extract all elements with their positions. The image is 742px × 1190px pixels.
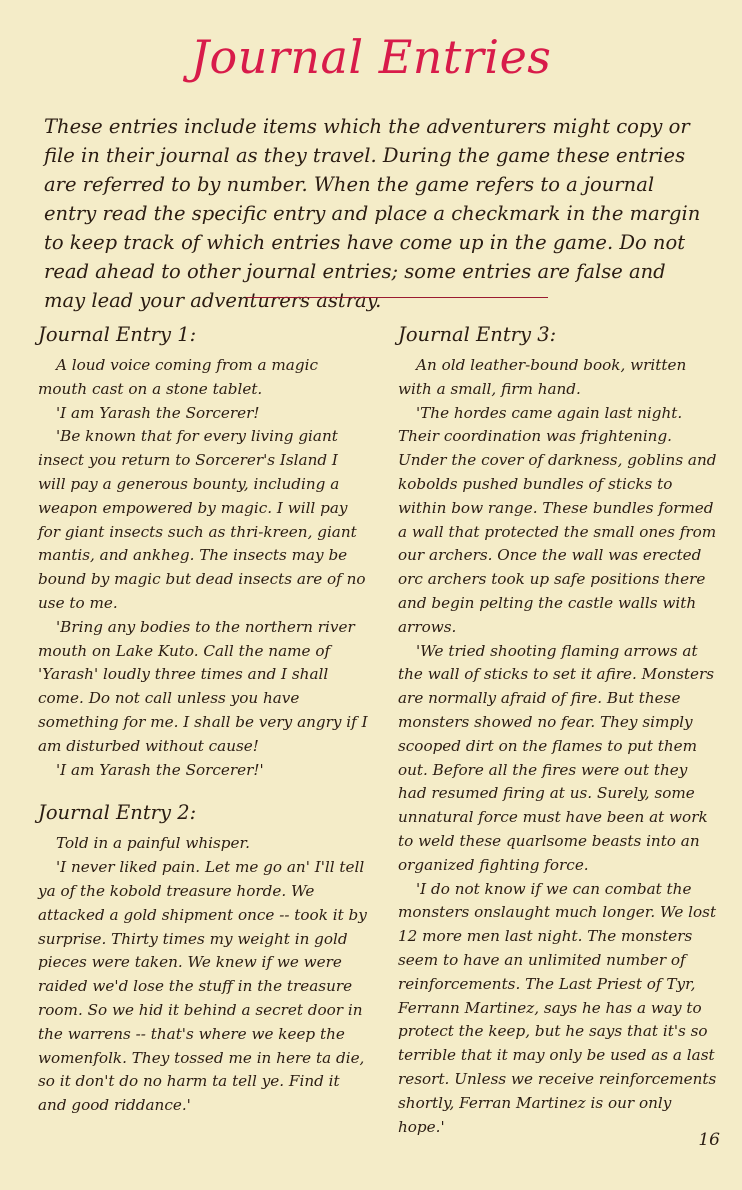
journal-entry-2 xyxy=(38,800,368,1118)
entry-paragraph: 'I do not know if we can combat the monsters onslaught much longer. We lost 12 more men last night. The monsters seem to have an unlimited number of reinforcements. The Last Priest of Tyr, Ferrann Martinez, says he has a way to protect the keep, but he says that it's so terrible that it may only be used as a last resort. Unless we receive reinforcements shortly, Ferran Martinez is our only hope.' xyxy=(398,879,717,1136)
entry-paragraph: 'I am Yarash the Sorcerer!' xyxy=(56,760,264,779)
entry-title: Journal Entry 3: xyxy=(398,323,557,346)
entry-title: Journal Entry 2: xyxy=(38,801,197,825)
entry-paragraph: A loud voice coming from a magic mouth cast on a stone tablet. xyxy=(38,356,318,398)
entry-paragraph: 'The hordes came again last night. Their coordination was frightening. Under the cover of darkness, goblins and kobolds pushed bundles of sticks to within bow range. These bundles formed a wall that protected the small ones from our archers. Once the wall was erected orc archers took up safe positions there and begin pelting the castle walls with arrows. xyxy=(398,403,717,636)
journal-entry-1 xyxy=(38,322,368,782)
entry-title: Journal Entry 1: xyxy=(38,323,197,346)
page-title: Journal Entries xyxy=(190,30,552,84)
entry-paragraph: 'I never liked pain. Let me go an' I'll tell ya of the kobold treasure horde. We attacked a gold shipment once -- took it by surprise. Thirty times my weight in gold pieces were taken. We knew if we were raided we'd lose the stuff in the treasure room. So we hid it behind a secret door in the warrens -- that's where we keep the womenfolk. They tossed me in here ta die, so it don't do no harm ta tell ye. Find it and good riddance.' xyxy=(38,858,367,1115)
intro-paragraph: These entries include items which the adventurers might copy or file in their journal as they travel. During the game these entries are referred to by number. When the game refers to a journal entry read the specific entry and place a checkmark in the margin to keep track of which entries have come up in the game. Do not read ahead to other journal entries; some entries are false and may lead your adventurers astray. xyxy=(44,115,701,312)
left-column xyxy=(38,322,368,1118)
entry-paragraph: 'We tried shooting flaming arrows at the wall of sticks to set it afire. Monsters are normally afraid of fire. But these monsters showed no fear. They simply scooped dirt on the flames to put them out. Before all the fires were out they had resumed firing at us. Surely, some unnatural force must have been at work to weld these quarlsome beasts into an organized fighting force. xyxy=(398,641,715,874)
entry-paragraph: An old leather-bound book, written with a small, firm hand. xyxy=(398,356,687,398)
entry-paragraph: 'Be known that for every living giant insect you return to Sorcerer's Island I will pay a generous bounty, including a weapon empowered by magic. I will pay for giant insects such as thri-kreen, giant mantis, and ankheg. The insects may be bound by magic but dead insects are of no use to me. xyxy=(38,427,366,612)
entry-paragraph: 'I am Yarash the Sorcerer! xyxy=(56,403,260,422)
entry-paragraph: Told in a painful whisper. xyxy=(56,834,250,853)
divider-rule xyxy=(246,297,548,298)
entry-paragraph: 'Bring any bodies to the northern river mouth on Lake Kuto. Call the name of 'Yarash' loudly three times and I shall come. Do not call unless you have something for me. I shall be very angry if I am disturbed without cause! xyxy=(38,617,368,755)
right-column xyxy=(398,322,718,1139)
journal-entry-3 xyxy=(398,322,718,1139)
page-number: 16 xyxy=(698,1130,720,1150)
